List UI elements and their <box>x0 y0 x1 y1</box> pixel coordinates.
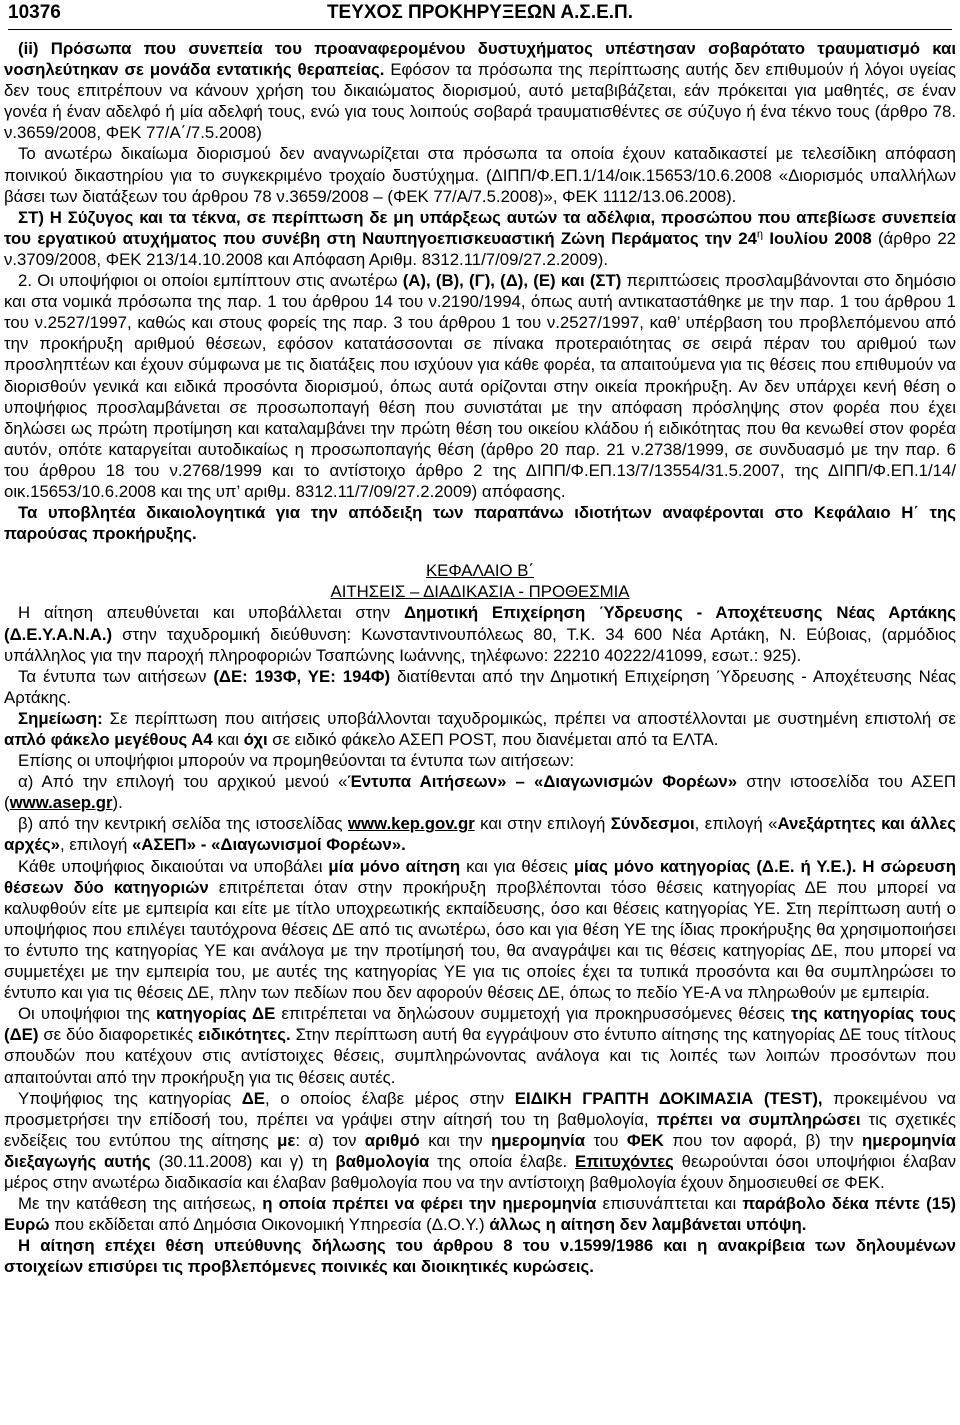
paragraph-text: και στην επιλογή <box>474 814 611 834</box>
paragraph <box>4 813 956 855</box>
paragraph-text: Σε περίπτωση που αιτήσεις υποβάλλονται ταχυδρομικώς, πρέπει να αποστέλλονται με συστημένη επιστολή σε <box>102 708 956 728</box>
paragraph-text: (30.11.2008) και γ) τη <box>150 1151 336 1171</box>
bold-text: Ιουλίου 2008 <box>763 228 872 248</box>
paragraph-text: σε δύο διαφορετικές <box>38 1025 199 1045</box>
paragraph <box>4 1003 956 1087</box>
paragraph <box>4 708 956 750</box>
bold-text: ΣΤ) Η Σύζυγος και τα τέκνα, σε περίπτωση δε μη υπάρξεως αυτών τα αδέλφια, προσώπου που απεβίωσε συνεπεία του εργατικού ατυχήματος που συνέβη στη Ναυπηγοεπισκευαστική Ζώνη Περάματος την 24 <box>4 207 956 248</box>
paragraph-text: επιτρέπεται όταν στην προκήρυξη προβλέπονται τόσο θέσεις κατηγορίας ΔΕ που μπορεί να καλυφθούν είτε με εμπειρία και είτε με τίτλο υποχρεωτικής εκπαίδευσης, όσο και θέσεις κατηγορίας ΥΕ. Στη περίπτωση αυτή ο υποψήφιος που επιλέγει ταυτόχρονα θέσεις ΔΕ από τις ανωτέρω, όσο και για θέση ΥΕ της ίδιας προκήρυξης θα χρησιμοποιήσει το έντυπο της κατηγορίας ΥΕ και ανάλογα με την προτίμησή του, θα αναγράψει και τις θέσεις κατηγορίας ΔΕ, που μπορεί να συμμετέχει με την εμπειρία του, με αυτές της κατηγορίας ΥΕ για τις οποίες έχει τα τυπικά προσόντα και θα συμπληρώσει το έντυπο και για τις θέσεις ΔΕ, πλην των πεδίων που δεν αφορούν θέσεις ΔΕ, όπως το πεδίο ΥΕ-Α να πληρωθούν με εμπειρία. <box>4 877 957 1003</box>
paragraph-text: στην ταχυδρομική διεύθυνση: Κωνσταντινουπόλεως 80, Τ.Κ. 34 600 Νέα Αρτάκη, Ν. Εύβοιας, (αρμόδιος υπάλληλος για την παροχή πληροφοριών Τσαπώνης Ιωάννης, τηλέφωνο: 22210 40222/41099, εσωτ.: 925). <box>4 624 956 665</box>
paragraph-text: α) Από την επιλογή του αρχικού μενού « <box>18 772 348 792</box>
paragraph <box>4 1088 956 1193</box>
paragraph-text: (άρθρο 22 ν.3709/2008, ΦΕΚ 213/14.10.2008 και Απόφαση Αριθμ. 8312.11/7/09/27.2.2009). <box>4 228 956 269</box>
bold-text: (Α), (Β), (Γ), (Δ), (Ε) και (ΣΤ) <box>402 271 622 291</box>
paragraph <box>4 666 956 708</box>
bold-text: αριθμό <box>364 1130 420 1150</box>
paragraph <box>4 270 956 502</box>
bold-text: Δημοτική Επιχείρηση Ύδρευσης - Αποχέτευσης Νέας Αρτάκης (Δ.Ε.Υ.Α.Ν.Α.) <box>4 603 956 644</box>
paragraph-text: τις σχετικές ενδείξεις του εντύπου της αίτησης <box>4 1109 956 1150</box>
bold-text: η οποία πρέπει να φέρει την ημερομηνία <box>262 1194 597 1214</box>
bold-text: της κατηγορίας τους (ΔΕ) <box>4 1004 956 1045</box>
bold-text: βαθμολογία <box>335 1151 430 1171</box>
link-text[interactable]: www.kep.gov.gr <box>347 814 475 834</box>
link-text[interactable]: www.asep.gr <box>9 793 113 813</box>
paragraph-text: της οποία έλαβε. <box>429 1151 575 1171</box>
bold-text: όχι <box>243 730 268 749</box>
paragraph-text: και για θέσεις <box>460 856 574 876</box>
paragraph-text: , ο οποίος έλαβε μέρος στην <box>264 1088 515 1108</box>
paragraph <box>4 502 956 544</box>
paragraph-text: Υποψήφιος της κατηγορίας <box>18 1088 242 1108</box>
paragraph <box>4 856 956 1004</box>
bold-text: Σημείωση: <box>18 708 103 728</box>
paragraph-text: , επιλογή <box>60 835 132 855</box>
superscript: η <box>756 228 764 241</box>
bold-text: άλλως η αίτηση δεν λαμβάνεται υπόψη. <box>489 1215 807 1235</box>
paragraph-text: επισυνάπτεται και <box>596 1194 743 1214</box>
paragraph-text: που εκδίδεται από Δημόσια Οικονομική Υπηρεσία (Δ.Ο.Υ.) <box>49 1215 490 1235</box>
page-number: 10376 <box>8 2 61 23</box>
bold-text: ημερομηνία <box>491 1130 586 1150</box>
chapter-heading: ΚΕΦΑΛΑΙΟ Β΄ <box>425 561 535 581</box>
bold-text: παράβολο δέκα πέντε (15) Ευρώ <box>4 1194 956 1235</box>
bold-text: ΕΙΔΙΚΗ ΓΡΑΠΤΗ ΔΟΚΙΜΑΣΙΑ (TEST), <box>514 1088 823 1108</box>
bold-text: ΦΕΚ <box>626 1130 664 1150</box>
paragraph <box>4 771 956 813</box>
bold-text: (ΔΕ: 193Φ, ΥΕ: 194Φ) <box>213 666 391 686</box>
bold-text: ημερομηνία διεξαγωγής αυτής <box>4 1130 956 1171</box>
header-divider <box>8 29 952 30</box>
paragraph-text: στην ιστοσελίδα του ΑΣΕΠ ( <box>4 772 956 813</box>
paragraph-text: προκειμένου να προσμετρήσει την επίδοσή του, πρέπει να γράψει στην αίτησή του τη βαθμολογία, <box>4 1088 956 1129</box>
bold-text: ειδικότητες. <box>198 1025 291 1045</box>
bold-text: Σύνδεσμοι <box>610 814 695 834</box>
chapter-title <box>4 560 956 581</box>
bold-text: «ΑΣΕΠ» - «Διαγωνισμοί Φορέων». <box>131 835 406 855</box>
paragraph-text: 2. Οι υποψήφιοι οι οποίοι εμπίπτουν στις ανωτέρω <box>18 271 403 291</box>
paragraph-text: θεωρούνται όσοι υποψήφιοι έλαβαν μέρος στην ανωτέρω διαδικασία και έλαβαν βαθμολογία που να την αντίστοιχη βαθμολογία έχουν δημοσιευθεί σε ΦΕΚ. <box>4 1151 957 1192</box>
paragraph-text: του <box>585 1130 627 1150</box>
bold-text: απλό φάκελο μεγέθους Α4 <box>4 730 213 749</box>
paragraph-text: περιπτώσεις προσλαμβάνονται στο δημόσιο και στα νομικά πρόσωπα της παρ. 1 του άρθρου 14 του ν.2190/1994, όπως αυτή αντικαταστάθηκε με την παρ. 1 του άρθρου 1 του ν.2527/1997, καθώς και στους φορείς της παρ. 3 του άρθρου 1 του ν.2527/1997, καθ’ υπέρβαση του προβλεπόμενου από την προκήρυξη αριθμού θέσεων, εφόσον κατατάσσονται σε πίνακα προτεραιότητας σε σειρά πέραν του αριθμού των προσληπτέων και έχουν σύμφωνα με τις διατάξεις που ισχύουν για κάθε φορέα, τα απαιτούμενα για τις θέσεις που επιθυμούν να διορισθούν γενικά και ειδικά προσόντα διορισμού, όπως αυτά ορίζονται στην οικεία προκήρυξη. Αν δεν υπάρχει κενή θέση ο υποψήφιος προσλαμβάνεται σε προσωποπαγή θέση που συνιστάται με την απόφαση πρόσληψης στον φορέα που έχει δηλώσει ως πρώτη προτίμηση και καταλαμβάνει την πρώτη θέση του οικείου κλάδου ή ειδικότητας που θα κενωθεί στον φορέα αυτόν, οπότε καταργείται αυτοδικαίως η προσωποπαγής θέση (άρθρο 20 παρ. 21 ν.2738/1999, σε συνδυασμό με την παρ. 6 του άρθρου 18 του ν.2768/1999 και το αντίστοιχο άρθρο 2 της ΔΙΠΠ/Φ.ΕΠ.13/7/13554/31.5.2007, της ΔΙΠΠ/Φ.ΕΠ.1/14/οικ.15653/10.6.2008 και της υπ’ αριθμ. 8312.11/7/09/27.2.2009) απόφασης. <box>4 271 956 501</box>
paragraph-text: Η αίτηση απευθύνεται και υποβάλλεται στην <box>18 603 404 623</box>
bold-text: Έντυπα Αιτήσεων» – «Διαγωνισμών Φορέων» <box>347 772 738 792</box>
bold-text: ΔΕ <box>241 1088 265 1108</box>
paragraph-text: και <box>212 730 244 749</box>
page-header <box>4 0 956 30</box>
paragraph <box>4 207 956 270</box>
paragraph-text: Τα έντυπα των αιτήσεων <box>18 666 214 686</box>
document-body <box>4 30 956 1277</box>
paragraph: Το ανωτέρω δικαίωμα διορισμού δεν αναγνωρίζεται στα πρόσωπα τα οποία έχουν καταδικαστεί με τελεσίδικη απόφαση ποινικού δικαστηρίου για το συγκεκριμένο τροχαίο δυστύχημα. (ΔΙΠΠ/Φ.ΕΠ.1/14/οικ.15653/10.6.2008 «Διορισμός υπαλλήλων βάσει των διατάξεων του άρθρου 78 ν.3659/2008 – (ΦΕΚ 77/Α/7.5.2008)», ΦΕΚ 1112/13.06.2008). <box>4 144 956 206</box>
paragraph-text: και την <box>419 1130 492 1150</box>
bold-text: Τα υποβλητέα δικαιολογητικά για την απόδειξη των παραπάνω ιδιοτήτων αναφέρονται στο Κεφάλαιο Η΄ της παρούσας προκήρυξης. <box>4 503 956 544</box>
bold-text: μίας μόνο κατηγορίας (Δ.Ε. ή Υ.Ε.). Η σώρευση θέσεων δύο κατηγοριών <box>4 856 956 897</box>
paragraph-text: , επιλογή « <box>694 814 778 834</box>
bold-text: Η αίτηση επέχει θέση υπεύθυνης δήλωσης του άρθρου 8 του ν.1599/1986 και η ανακρίβεια των δηλουμένων στοιχείων επισύρει τις προβλεπόμενες ποινικές και διοικητικές κυρώσεις. <box>4 1236 956 1277</box>
paragraph-text: διατίθενται από την Δημοτική Επιχείρηση Ύδρευσης - Αποχέτευσης Νέας Αρτάκης. <box>4 666 956 707</box>
bold-underline <box>575 1152 674 1171</box>
paragraph-text: που τον αφορά, β) την <box>663 1130 863 1150</box>
paragraph-text: Στην περίπτωση αυτή θα εγγράψουν στο έντυπο αίτησης της κατηγορίας ΔΕ τους τίτλους σπουδών που κατέχουν στις αντίστοιχες θέσεις, συμπληρώνοντας ανάλογα και τις λοιπές των λοιπών προσόντων που απαιτούνται από την προκήρυξη για τις θέσεις αυτές. <box>4 1025 956 1087</box>
bold-text: με <box>277 1130 296 1150</box>
paragraph-text: επιτρέπεται να δηλώσουν συμμετοχή για προκηρυσσόμενες θέσεις <box>275 1004 791 1024</box>
paragraph <box>4 602 956 665</box>
chapter-subheading: ΑΙΤΗΣΕΙΣ – ΔΙΑΔΙΚΑΣΙΑ - ΠΡΟΘΕΣΜΙΑ <box>330 582 630 602</box>
paragraph-text: Κάθε υποψήφιος δικαιούται να υποβάλει <box>18 856 329 876</box>
chapter-subtitle <box>4 581 956 602</box>
paragraph-text: Εφόσον τα πρόσωπα της περίπτωσης αυτής δεν επιθυμούν ή λόγοι υγείας δεν τους επιτρέπουν να κάνουν χρήση του δικαιώματος διορισμού, αυτό μεταβιβάζεται, εάν πρόκειται για μαθητές, σε έναν γονέα ή έναν αδελφό ή μία αδελφή τους, ενώ για τους λοιπούς σοβαρά τραυματισθέντες σε σύζυγο ή ένα τέκνο τους (άρθρο 78. ν.3659/2008, ΦΕΚ 77/Α΄/7.5.2008) <box>4 60 956 143</box>
bold-text: κατηγορίας ΔΕ <box>156 1004 276 1024</box>
paragraph <box>4 1193 956 1235</box>
bold-text: Ανεξάρτητες και άλλες αρχές» <box>4 814 956 855</box>
paragraph-text: Οι υποψήφιοι της <box>18 1004 157 1024</box>
bold-text: μία μόνο αίτηση <box>328 856 461 876</box>
paragraph-text: Με την κατάθεση της αιτήσεως, <box>18 1194 263 1214</box>
bold-text: (ii) Πρόσωπα που συνεπεία του προαναφερομένου δυστυχήματος υπέστησαν σοβαρότατο τραυματισμό και νοσηλεύτηκαν σε μονάδα εντατικής θεραπείας. <box>4 39 956 80</box>
paragraph-text: σε ειδικό φάκελο ΑΣΕΠ POST, που διανέμεται από τα ΕΛΤΑ. <box>267 730 719 749</box>
bold-text: πρέπει να συμπληρώσει <box>656 1109 861 1129</box>
paragraph-text: : α) τον <box>295 1130 365 1150</box>
kep-link[interactable] <box>348 814 475 833</box>
paragraph-text: β) από την κεντρική σελίδα της ιστοσελίδας <box>18 814 348 834</box>
paragraph-text: ). <box>112 793 123 813</box>
paragraph <box>4 38 956 143</box>
underlined-text: Επιτυχόντες <box>575 1151 674 1171</box>
asep-link[interactable] <box>10 793 113 812</box>
paragraph <box>4 1235 956 1277</box>
issue-title: ΤΕΥΧΟΣ ΠΡΟΚΗΡΥΞΕΩΝ Α.Σ.Ε.Π. <box>326 2 634 23</box>
paragraph: Επίσης οι υποψήφιοι μπορούν να προμηθεύονται τα έντυπα των αιτήσεων: <box>18 751 575 771</box>
